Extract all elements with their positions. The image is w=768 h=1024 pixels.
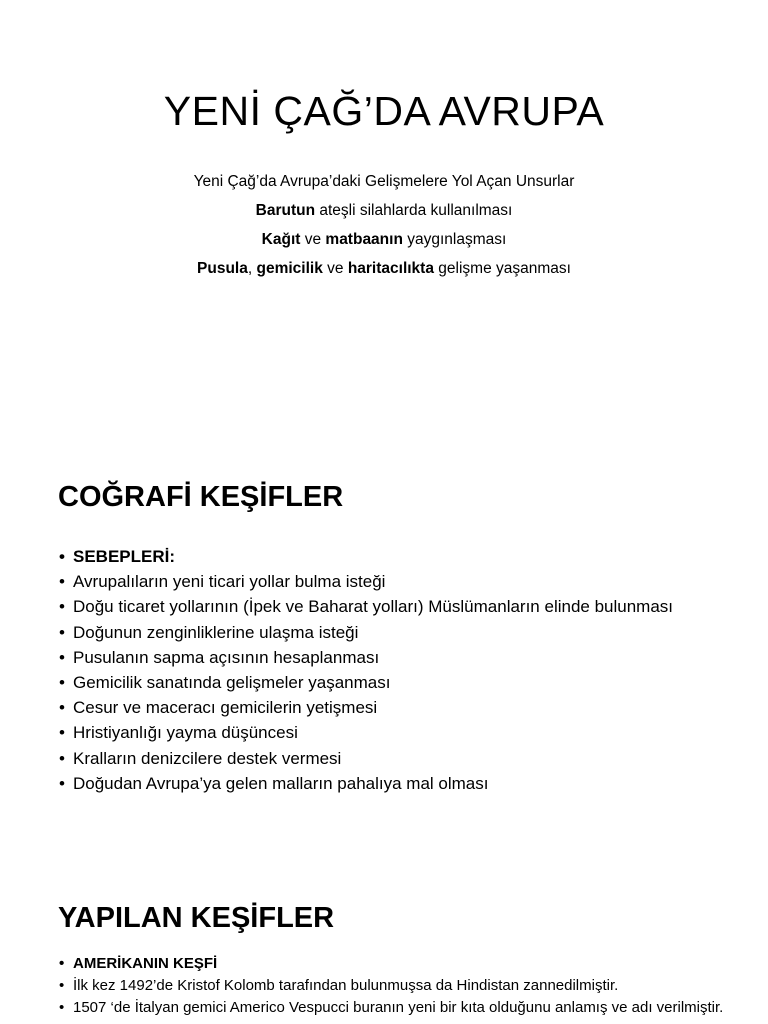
list-item <box>59 674 739 692</box>
bullet-icon: • <box>59 622 65 642</box>
bold-term: Kağıt <box>261 231 301 248</box>
list-subheading <box>59 548 739 566</box>
list-item <box>59 977 739 994</box>
plain-text: , <box>247 260 257 277</box>
list-item <box>59 624 739 642</box>
sebepler-list <box>59 548 739 800</box>
bullet-icon: • <box>59 597 65 617</box>
subheading-text: AMERİKANIN KEŞFİ <box>73 955 218 972</box>
bullet-icon: • <box>59 977 65 994</box>
plain-text: ateşli silahlarda kullanılması <box>315 202 513 219</box>
section-heading-yapilan: YAPILAN KEŞİFLER <box>58 902 335 934</box>
slide-title: YENİ ÇAĞ’DA AVRUPA <box>163 88 605 134</box>
subheading-text: SEBEPLERİ: <box>73 547 176 566</box>
list-item <box>59 598 739 616</box>
list-subheading <box>59 955 739 972</box>
list-item-text: Doğunun zenginliklerine ulaşma isteği <box>73 622 359 642</box>
plain-text: gelişme yaşanması <box>433 260 571 277</box>
list-item-text: Kralların denizcilere destek vermesi <box>73 748 342 768</box>
plain-text: ve <box>300 231 326 248</box>
list-item <box>59 573 739 591</box>
list-item <box>59 699 739 717</box>
bullet-icon: • <box>59 572 65 592</box>
subtitle-line-kagit <box>0 228 768 257</box>
list-item-text: Hristiyanlığı yayma düşüncesi <box>73 723 298 743</box>
list-item-text: Doğudan Avrupa’ya gelen malların pahalıya mal olması <box>73 773 489 793</box>
bullet-icon: • <box>59 723 65 743</box>
bullet-icon: • <box>59 955 65 972</box>
list-item <box>59 750 739 768</box>
list-item <box>59 999 739 1016</box>
bold-term: gemicilik <box>256 260 323 277</box>
list-item <box>59 649 739 667</box>
yapilan-list <box>59 955 739 1021</box>
bullet-icon: • <box>59 999 65 1016</box>
bullet-icon: • <box>59 748 65 768</box>
list-item-text: İlk kez 1492’de Kristof Kolomb tarafından bulunmuşsa da Hindistan zannedilmiştir. <box>73 977 619 994</box>
list-item-text: Doğu ticaret yollarının (İpek ve Baharat yolları) Müslümanların elinde bulunması <box>73 597 674 617</box>
bold-term: haritacılıkta <box>347 260 434 277</box>
bullet-icon: • <box>59 698 65 718</box>
bullet-icon: • <box>59 773 65 793</box>
bold-term: matbaanın <box>325 231 403 248</box>
subtitle-block <box>0 170 768 286</box>
bullet-icon: • <box>59 672 65 692</box>
bold-term: Pusula <box>197 260 248 277</box>
section-heading-kesifler: COĞRAFİ KEŞİFLER <box>58 481 344 513</box>
list-item <box>59 724 739 742</box>
bullet-icon: • <box>59 647 65 667</box>
list-item-text: Gemicilik sanatında gelişmeler yaşanması <box>73 672 391 692</box>
subtitle-intro: Yeni Çağ’da Avrupa’daki Gelişmelere Yol Açan Unsurlar <box>193 173 575 190</box>
list-item <box>59 775 739 793</box>
subtitle-line-pusula <box>0 257 768 286</box>
list-item-text: 1507 ‘de İtalyan gemici Americo Vespucci buranın yeni bir kıta olduğunu anlamış ve adı verilmiştir. <box>73 999 724 1016</box>
list-item-text: Cesur ve maceracı gemicilerin yetişmesi <box>73 698 378 718</box>
plain-text: yaygınlaşması <box>402 231 507 248</box>
plain-text: ve <box>322 260 348 277</box>
bold-term: Barutun <box>255 202 316 219</box>
list-item-text: Pusulanın sapma açısının hesaplanması <box>73 647 380 667</box>
bullet-icon: • <box>59 547 65 566</box>
list-item-text: Avrupalıların yeni ticari yollar bulma isteği <box>73 572 386 592</box>
subtitle-line-barut <box>0 199 768 228</box>
